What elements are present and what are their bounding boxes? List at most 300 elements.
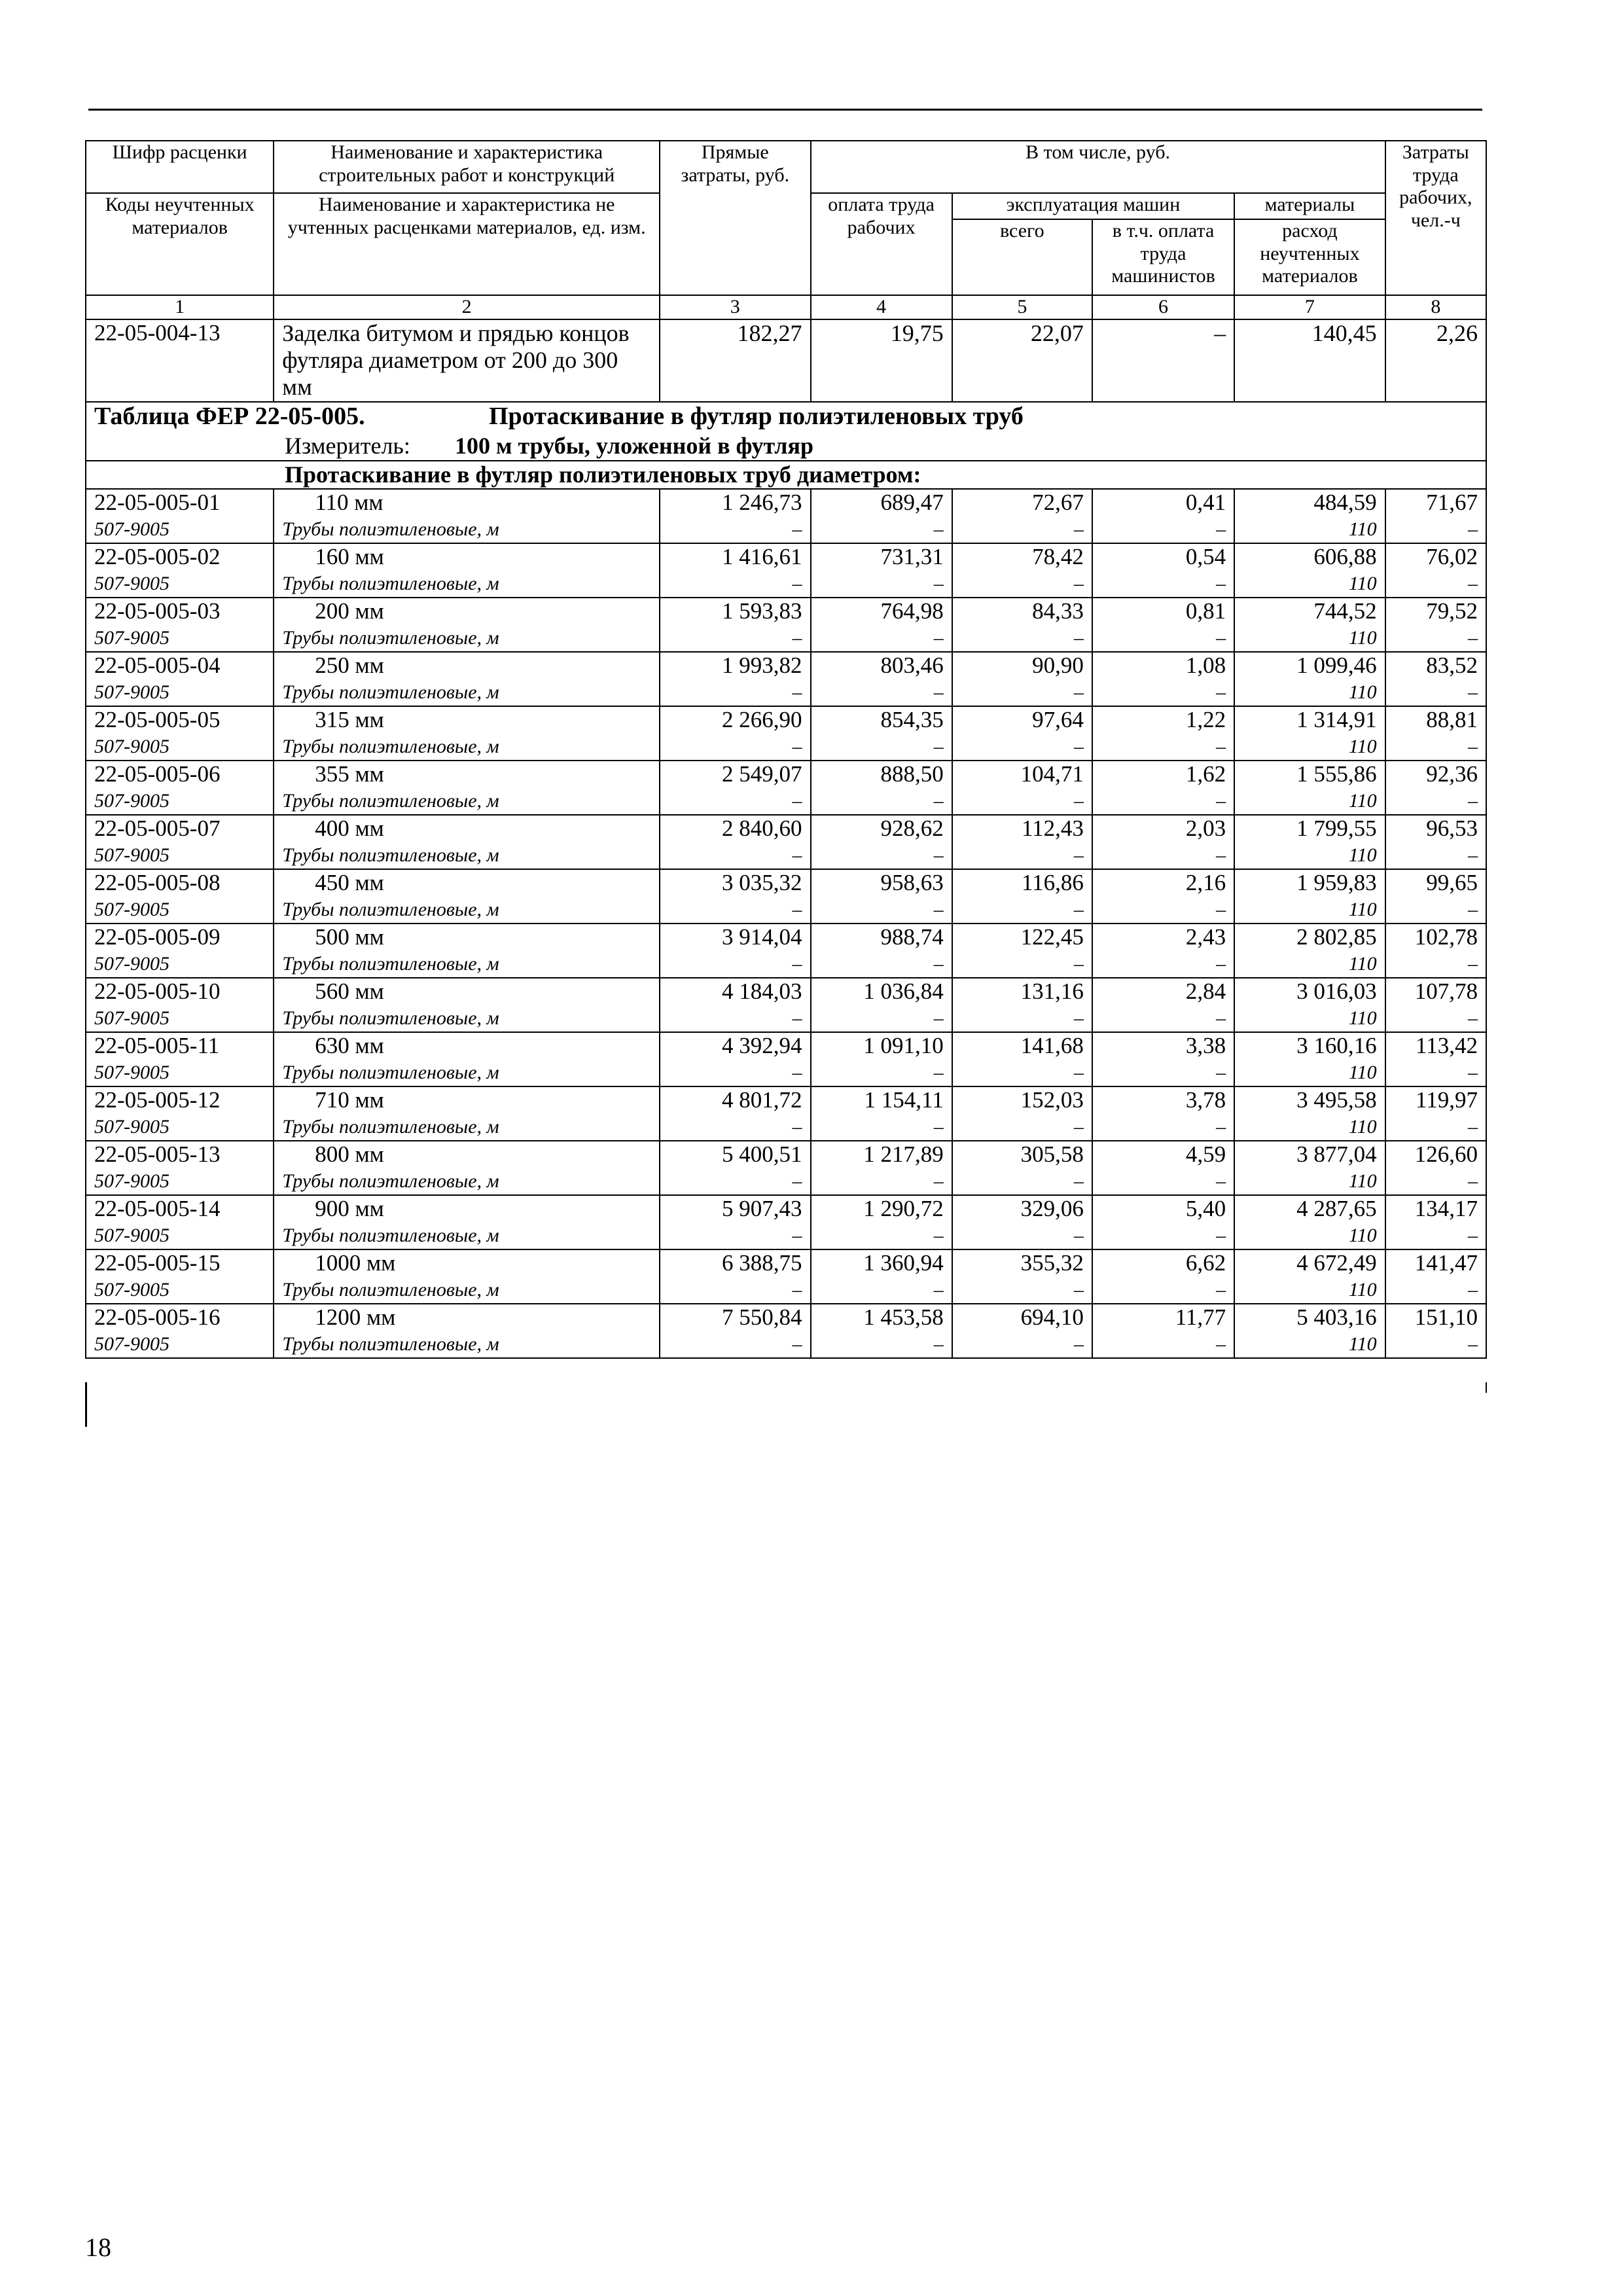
table-row <box>86 815 1486 844</box>
row-labor: 2,26 <box>1385 319 1486 402</box>
col-number: 2 <box>274 295 660 319</box>
dash-cell: – <box>952 1062 1092 1086</box>
row-name: Заделка битумом и прядью концов футляра диаметром от 200 до 300 мм <box>274 319 660 402</box>
dash-cell: – <box>1385 790 1486 815</box>
row-diameter: 560 мм <box>274 978 660 1007</box>
dash-cell: – <box>1385 573 1486 598</box>
row-code: 22-05-005-04 <box>86 652 274 681</box>
row-mach-total: 97,64 <box>952 706 1092 736</box>
row-materials: 1 959,83 <box>1234 869 1385 899</box>
row-mach-pay: 0,54 <box>1092 543 1234 573</box>
row-materials: 3 160,16 <box>1234 1032 1385 1062</box>
dash-cell: – <box>1092 1116 1234 1141</box>
dash-cell: – <box>811 736 952 761</box>
table-subrow <box>86 844 1486 869</box>
row-mach-total: 104,71 <box>952 761 1092 790</box>
row-mach-pay: 1,62 <box>1092 761 1234 790</box>
row-materials: 484,59 <box>1234 489 1385 518</box>
material-name: Трубы полиэтиленовые, м <box>274 790 660 815</box>
material-name: Трубы полиэтиленовые, м <box>274 1279 660 1304</box>
row-diameter: 500 мм <box>274 924 660 953</box>
group-title: Протаскивание в футляр полиэтиленовых труб диаметром: <box>86 461 1486 489</box>
col-number: 3 <box>660 295 810 319</box>
dash-cell: – <box>660 1333 810 1358</box>
dash-cell: – <box>1092 1225 1234 1249</box>
header-mach-pay: в т.ч. оплата труда машинистов <box>1092 219 1234 295</box>
row-labor-pay: 1 154,11 <box>811 1086 952 1116</box>
material-code: 507-9005 <box>86 627 274 652</box>
dash-cell: – <box>1385 1116 1486 1141</box>
row-labor-pay: 19,75 <box>811 319 952 402</box>
row-labor: 126,60 <box>1385 1141 1486 1170</box>
row-labor: 99,65 <box>1385 869 1486 899</box>
header-incl: В том числе, руб. <box>811 141 1385 193</box>
material-code: 507-9005 <box>86 518 274 543</box>
row-direct: 3 914,04 <box>660 924 810 953</box>
row-direct: 4 801,72 <box>660 1086 810 1116</box>
table-subrow <box>86 681 1486 706</box>
row-materials: 3 016,03 <box>1234 978 1385 1007</box>
row-mach-total: 329,06 <box>952 1195 1092 1225</box>
dash-cell: – <box>1092 1279 1234 1304</box>
header-name-unaccounted: Наименование и характеристика не учтенных расценками материалов, ед. изм. <box>274 193 660 295</box>
dash-cell: – <box>1092 627 1234 652</box>
row-materials: 4 672,49 <box>1234 1249 1385 1279</box>
row-direct: 2 266,90 <box>660 706 810 736</box>
material-code: 507-9005 <box>86 681 274 706</box>
dash-cell: – <box>1092 899 1234 924</box>
dash-cell: – <box>660 1116 810 1141</box>
row-labor-pay: 731,31 <box>811 543 952 573</box>
material-code: 507-9005 <box>86 899 274 924</box>
table-title: Таблица ФЕР 22-05-005. <box>94 402 365 430</box>
row-materials: 5 403,16 <box>1234 1304 1385 1333</box>
row-labor-pay: 764,98 <box>811 598 952 627</box>
row-diameter: 250 мм <box>274 652 660 681</box>
row-code: 22-05-005-13 <box>86 1141 274 1170</box>
row-materials: 3 877,04 <box>1234 1141 1385 1170</box>
row-labor: 151,10 <box>1385 1304 1486 1333</box>
col-number: 4 <box>811 295 952 319</box>
row-code: 22-05-005-03 <box>86 598 274 627</box>
header-codes-unaccounted: Коды неучтенных материалов <box>86 193 274 295</box>
material-consumption: 110 <box>1234 1279 1385 1304</box>
dash-cell: – <box>1385 518 1486 543</box>
col-number: 7 <box>1234 295 1385 319</box>
row-mach-total: 78,42 <box>952 543 1092 573</box>
row-labor-pay: 1 290,72 <box>811 1195 952 1225</box>
row-mach-pay: 2,84 <box>1092 978 1234 1007</box>
row-labor: 119,97 <box>1385 1086 1486 1116</box>
row-direct: 4 184,03 <box>660 978 810 1007</box>
row-mach-pay: 3,38 <box>1092 1032 1234 1062</box>
row-materials: 1 099,46 <box>1234 652 1385 681</box>
row-code: 22-05-005-16 <box>86 1304 274 1333</box>
table-row <box>86 706 1486 736</box>
row-direct: 6 388,75 <box>660 1249 810 1279</box>
row-materials: 4 287,65 <box>1234 1195 1385 1225</box>
dash-cell: – <box>811 1170 952 1195</box>
material-code: 507-9005 <box>86 1062 274 1086</box>
row-materials: 606,88 <box>1234 543 1385 573</box>
material-code: 507-9005 <box>86 1225 274 1249</box>
row-diameter: 630 мм <box>274 1032 660 1062</box>
row-mach-pay: 2,03 <box>1092 815 1234 844</box>
material-consumption: 110 <box>1234 1062 1385 1086</box>
material-code: 507-9005 <box>86 790 274 815</box>
dash-cell: – <box>811 1333 952 1358</box>
dash-cell: – <box>1092 1333 1234 1358</box>
col-number: 6 <box>1092 295 1234 319</box>
row-labor-pay: 988,74 <box>811 924 952 953</box>
row-diameter: 800 мм <box>274 1141 660 1170</box>
dash-cell: – <box>952 573 1092 598</box>
dash-cell: – <box>660 1062 810 1086</box>
dash-cell: – <box>811 953 952 978</box>
row-mach-pay: 2,43 <box>1092 924 1234 953</box>
dash-cell: – <box>1092 736 1234 761</box>
table-row <box>86 1249 1486 1279</box>
dash-cell: – <box>660 1279 810 1304</box>
dash-cell: – <box>952 518 1092 543</box>
dash-cell: – <box>952 1333 1092 1358</box>
table-subrow <box>86 627 1486 652</box>
row-mach-pay: 0,81 <box>1092 598 1234 627</box>
row-labor-pay: 689,47 <box>811 489 952 518</box>
dash-cell: – <box>952 681 1092 706</box>
dash-cell: – <box>1092 573 1234 598</box>
material-name: Трубы полиэтиленовые, м <box>274 953 660 978</box>
row-direct: 2 840,60 <box>660 815 810 844</box>
dash-cell: – <box>811 1279 952 1304</box>
dash-cell: – <box>660 627 810 652</box>
row-direct: 1 993,82 <box>660 652 810 681</box>
dash-cell: – <box>952 1170 1092 1195</box>
header-code: Шифр расценки <box>86 141 274 193</box>
row-code: 22-05-005-15 <box>86 1249 274 1279</box>
dash-cell: – <box>952 736 1092 761</box>
dash-cell: – <box>1092 681 1234 706</box>
dash-cell: – <box>811 627 952 652</box>
row-diameter: 315 мм <box>274 706 660 736</box>
dash-cell: – <box>952 844 1092 869</box>
row-labor: 141,47 <box>1385 1249 1486 1279</box>
row-code: 22-05-005-12 <box>86 1086 274 1116</box>
dash-cell: – <box>660 573 810 598</box>
row-mach-total: 90,90 <box>952 652 1092 681</box>
row-code: 22-05-004-13 <box>86 319 274 402</box>
dash-cell: – <box>952 1225 1092 1249</box>
material-name: Трубы полиэтиленовые, м <box>274 899 660 924</box>
row-direct: 7 550,84 <box>660 1304 810 1333</box>
table-row <box>86 1195 1486 1225</box>
row-mach-pay: 4,59 <box>1092 1141 1234 1170</box>
row-labor: 113,42 <box>1385 1032 1486 1062</box>
row-labor-pay: 1 453,58 <box>811 1304 952 1333</box>
table-subrow <box>86 736 1486 761</box>
row-direct: 5 400,51 <box>660 1141 810 1170</box>
dash-cell: – <box>1385 1170 1486 1195</box>
row-direct: 1 593,83 <box>660 598 810 627</box>
row-diameter: 110 мм <box>274 489 660 518</box>
material-consumption: 110 <box>1234 899 1385 924</box>
row-mach-pay: 2,16 <box>1092 869 1234 899</box>
row-mach-pay: 1,22 <box>1092 706 1234 736</box>
material-consumption: 110 <box>1234 790 1385 815</box>
material-code: 507-9005 <box>86 1279 274 1304</box>
table-subrow <box>86 790 1486 815</box>
row-mach-total: 305,58 <box>952 1141 1092 1170</box>
meter-label: Измеритель: <box>285 432 410 459</box>
row-mach-total: 72,67 <box>952 489 1092 518</box>
row-labor-pay: 1 360,94 <box>811 1249 952 1279</box>
dash-cell: – <box>660 1170 810 1195</box>
dash-cell: – <box>811 1007 952 1032</box>
material-consumption: 110 <box>1234 1333 1385 1358</box>
row-mach-total: 694,10 <box>952 1304 1092 1333</box>
dash-cell: – <box>1092 518 1234 543</box>
row-materials: 1 314,91 <box>1234 706 1385 736</box>
row-mach-total: 22,07 <box>952 319 1092 402</box>
header-mat-consumption: расход неучтенных материалов <box>1234 219 1385 295</box>
row-labor: 88,81 <box>1385 706 1486 736</box>
row-direct: 3 035,32 <box>660 869 810 899</box>
top-rule <box>88 109 1482 111</box>
table-subrow <box>86 573 1486 598</box>
dash-cell: – <box>1385 1279 1486 1304</box>
row-materials: 140,45 <box>1234 319 1385 402</box>
dash-cell: – <box>1385 681 1486 706</box>
row-materials: 744,52 <box>1234 598 1385 627</box>
dash-cell: – <box>952 899 1092 924</box>
dash-cell: – <box>811 899 952 924</box>
material-code: 507-9005 <box>86 1116 274 1141</box>
dash-cell: – <box>952 627 1092 652</box>
row-code: 22-05-005-09 <box>86 924 274 953</box>
row-code: 22-05-005-07 <box>86 815 274 844</box>
material-name: Трубы полиэтиленовые, м <box>274 681 660 706</box>
dash-cell: – <box>660 953 810 978</box>
table-row <box>86 1141 1486 1170</box>
material-name: Трубы полиэтиленовые, м <box>274 844 660 869</box>
header-labor: Затраты труда рабочих, чел.-ч <box>1385 141 1486 295</box>
row-labor: 107,78 <box>1385 978 1486 1007</box>
material-consumption: 110 <box>1234 573 1385 598</box>
header-name: Наименование и характеристика строительных работ и конструкций <box>274 141 660 193</box>
dash-cell: – <box>952 790 1092 815</box>
row-mach-total: 84,33 <box>952 598 1092 627</box>
row-labor-pay: 854,35 <box>811 706 952 736</box>
dash-cell: – <box>1385 1225 1486 1249</box>
dash-cell: – <box>952 953 1092 978</box>
material-code: 507-9005 <box>86 736 274 761</box>
material-consumption: 110 <box>1234 736 1385 761</box>
table-subrow <box>86 1062 1486 1086</box>
dash-cell: – <box>660 1007 810 1032</box>
row-direct: 1 416,61 <box>660 543 810 573</box>
right-rule <box>1486 1382 1487 1393</box>
row-mach-pay: 5,40 <box>1092 1195 1234 1225</box>
dash-cell: – <box>811 681 952 706</box>
table-subrow <box>86 899 1486 924</box>
material-code: 507-9005 <box>86 1170 274 1195</box>
row-diameter: 450 мм <box>274 869 660 899</box>
material-name: Трубы полиэтиленовые, м <box>274 627 660 652</box>
table-subrow <box>86 1333 1486 1358</box>
dash-cell: – <box>1385 844 1486 869</box>
material-code: 507-9005 <box>86 1007 274 1032</box>
table-row <box>86 652 1486 681</box>
row-code: 22-05-005-01 <box>86 489 274 518</box>
dash-cell: – <box>811 1116 952 1141</box>
row-labor: 79,52 <box>1385 598 1486 627</box>
dash-cell: – <box>1385 736 1486 761</box>
table-row <box>86 489 1486 518</box>
row-code: 22-05-005-02 <box>86 543 274 573</box>
row-labor: 83,52 <box>1385 652 1486 681</box>
row-code: 22-05-005-08 <box>86 869 274 899</box>
row-materials: 1 799,55 <box>1234 815 1385 844</box>
table-subrow <box>86 1170 1486 1195</box>
row-diameter: 710 мм <box>274 1086 660 1116</box>
material-name: Трубы полиэтиленовые, м <box>274 1333 660 1358</box>
material-code: 507-9005 <box>86 573 274 598</box>
dash-cell: – <box>660 790 810 815</box>
table-row <box>86 598 1486 627</box>
table-row <box>86 761 1486 790</box>
table-row <box>86 1304 1486 1333</box>
row-mach-total: 152,03 <box>952 1086 1092 1116</box>
header-mach-total: всего <box>952 219 1092 295</box>
table-subrow <box>86 1116 1486 1141</box>
material-consumption: 110 <box>1234 681 1385 706</box>
row-mach-total: 355,32 <box>952 1249 1092 1279</box>
row-mach-pay: 1,08 <box>1092 652 1234 681</box>
dash-cell: – <box>660 899 810 924</box>
row-labor: 71,67 <box>1385 489 1486 518</box>
row-labor: 92,36 <box>1385 761 1486 790</box>
material-name: Трубы полиэтиленовые, м <box>274 1170 660 1195</box>
table-subrow <box>86 1007 1486 1032</box>
dash-cell: – <box>660 681 810 706</box>
row-materials: 3 495,58 <box>1234 1086 1385 1116</box>
row-mach-total: 112,43 <box>952 815 1092 844</box>
table-subrow <box>86 1225 1486 1249</box>
row-direct: 1 246,73 <box>660 489 810 518</box>
table-row <box>86 869 1486 899</box>
material-code: 507-9005 <box>86 1333 274 1358</box>
dash-cell: – <box>1092 1062 1234 1086</box>
row-direct: 5 907,43 <box>660 1195 810 1225</box>
material-name: Трубы полиэтиленовые, м <box>274 1116 660 1141</box>
table-subrow <box>86 953 1486 978</box>
dash-cell: – <box>1385 1333 1486 1358</box>
col-number: 5 <box>952 295 1092 319</box>
dash-cell: – <box>952 1007 1092 1032</box>
table-title-name: Протаскивание в футляр полиэтиленовых труб <box>489 402 1024 430</box>
row-code: 22-05-005-10 <box>86 978 274 1007</box>
material-name: Трубы полиэтиленовые, м <box>274 573 660 598</box>
table-subrow <box>86 518 1486 543</box>
dash-cell: – <box>811 573 952 598</box>
dash-cell: – <box>660 518 810 543</box>
dash-cell: – <box>1092 1170 1234 1195</box>
header-direct: Прямые затраты, руб. <box>660 141 810 295</box>
table-row <box>86 543 1486 573</box>
dash-cell: – <box>811 1062 952 1086</box>
row-diameter: 160 мм <box>274 543 660 573</box>
dash-cell: – <box>952 1116 1092 1141</box>
dash-cell: – <box>660 1225 810 1249</box>
dash-cell: – <box>1385 1007 1486 1032</box>
row-labor-pay: 888,50 <box>811 761 952 790</box>
material-name: Трубы полиэтиленовые, м <box>274 1007 660 1032</box>
row-code: 22-05-005-05 <box>86 706 274 736</box>
row-code: 22-05-005-14 <box>86 1195 274 1225</box>
row-labor: 134,17 <box>1385 1195 1486 1225</box>
row-diameter: 355 мм <box>274 761 660 790</box>
row-diameter: 1000 мм <box>274 1249 660 1279</box>
table-title-block <box>86 402 1486 461</box>
row-mach-total: 141,68 <box>952 1032 1092 1062</box>
row-direct: 2 549,07 <box>660 761 810 790</box>
header-materials: материалы <box>1234 193 1385 219</box>
row-code: 22-05-005-11 <box>86 1032 274 1062</box>
row-mach-pay: 11,77 <box>1092 1304 1234 1333</box>
row-labor-pay: 803,46 <box>811 652 952 681</box>
row-labor-pay: 1 091,10 <box>811 1032 952 1062</box>
dash-cell: – <box>811 1225 952 1249</box>
row-labor: 96,53 <box>1385 815 1486 844</box>
row-mach-pay: 3,78 <box>1092 1086 1234 1116</box>
table-subrow <box>86 1279 1486 1304</box>
dash-cell: – <box>1385 953 1486 978</box>
col-number: 8 <box>1385 295 1486 319</box>
table-row <box>86 978 1486 1007</box>
material-consumption: 110 <box>1234 518 1385 543</box>
dash-cell: – <box>1092 953 1234 978</box>
row-mach-pay: – <box>1092 319 1234 402</box>
material-consumption: 110 <box>1234 1170 1385 1195</box>
page-number: 18 <box>85 2233 111 2262</box>
row-mach-pay: 6,62 <box>1092 1249 1234 1279</box>
dash-cell: – <box>1385 627 1486 652</box>
row-mach-pay: 0,41 <box>1092 489 1234 518</box>
table-row <box>86 924 1486 953</box>
row-direct: 182,27 <box>660 319 810 402</box>
row-mach-total: 116,86 <box>952 869 1092 899</box>
row-mach-total: 122,45 <box>952 924 1092 953</box>
material-name: Трубы полиэтиленовые, м <box>274 1225 660 1249</box>
material-code: 507-9005 <box>86 844 274 869</box>
table-row <box>86 1032 1486 1062</box>
header-labor-pay: оплата труда рабочих <box>811 193 952 295</box>
material-consumption: 110 <box>1234 844 1385 869</box>
material-name: Трубы полиэтиленовые, м <box>274 736 660 761</box>
row-labor-pay: 1 217,89 <box>811 1141 952 1170</box>
table-row <box>86 1086 1486 1116</box>
material-consumption: 110 <box>1234 627 1385 652</box>
dash-cell: – <box>952 1279 1092 1304</box>
material-consumption: 110 <box>1234 1116 1385 1141</box>
dash-cell: – <box>811 518 952 543</box>
material-consumption: 110 <box>1234 1225 1385 1249</box>
material-consumption: 110 <box>1234 953 1385 978</box>
row-diameter: 200 мм <box>274 598 660 627</box>
row-code: 22-05-005-06 <box>86 761 274 790</box>
left-rule <box>85 1382 87 1427</box>
dash-cell: – <box>1092 844 1234 869</box>
